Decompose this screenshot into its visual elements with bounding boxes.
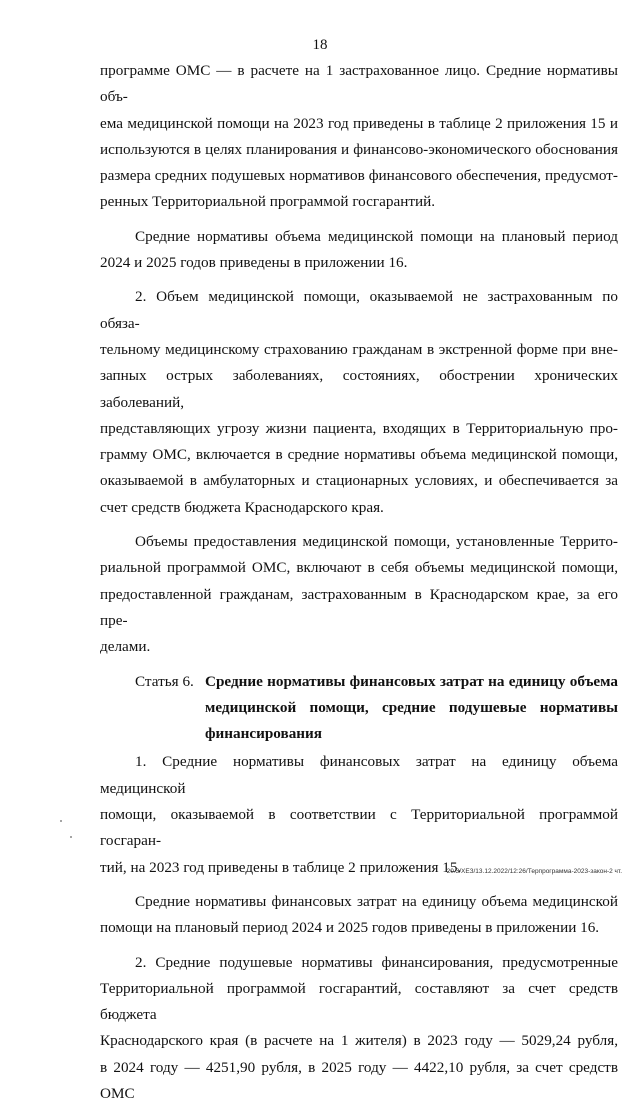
paragraph-1 [100,58,618,216]
paragraph-5 [100,749,618,880]
text-line: тельному медицинскому страхованию гражданам в экстренной форме при вне- [100,337,618,363]
text-line: Краснодарского края (в расчете на 1 жителя) в 2023 году — 5029,24 рубля, [100,1028,618,1054]
text-line: запных острых заболеваниях, состояниях, обострении хронических заболеваний, [100,363,618,416]
text-line: программе ОМС — в расчете на 1 застрахованное лицо. Средние нормативы объ- [100,58,618,111]
text-line: риальной программой ОМС, включают в себя объемы медицинской помощи, [100,555,618,581]
paragraph-3 [100,284,618,521]
footer-stamp: 20.3/ХЕЗ/13.12.2022/12:26/Терпрограмма-2023-закон-2 чт. [447,868,622,875]
paragraph-7 [100,950,618,1107]
text-line: 2. Средние подушевые нормативы финансирования, предусмотренные [100,950,618,976]
scan-speck [70,836,72,838]
text-line: 2. Объем медицинской помощи, оказываемой не застрахованным по обяза- [100,284,618,337]
text-line: Объемы предоставления медицинской помощи, установленные Террито- [100,529,618,555]
text-line: представляющих угрозу жизни пациента, входящих в Территориальную про- [100,416,618,442]
text-line: размера средних подушевых нормативов финансового обеспечения, предусмот- [100,163,618,189]
text-line: делами. [100,634,618,660]
text-line: помощи на плановый период 2024 и 2025 годов приведены в приложении 16. [100,915,618,941]
paragraph-2 [100,224,618,277]
scan-speck [60,820,62,822]
text-line: оказываемой в амбулаторных и стационарных условиях, и обеспечивается за [100,468,618,494]
text-line: помощи, оказываемой в соответствии с Территориальной программой госгаран- [100,802,618,855]
document-body [100,58,618,1107]
article-heading [100,669,618,748]
paragraph-6 [100,889,618,942]
text-line: грамму ОМС, включается в средние нормативы объема медицинской помощи, [100,442,618,468]
text-line: предоставленной гражданам, застрахованным в Краснодарском крае, за его пре- [100,582,618,635]
article-title-line: Средние нормативы финансовых затрат на единицу объема [205,669,618,695]
text-line: в 2024 году — 4251,90 рубля, в 2025 году — 4422,10 рубля, за счет средств ОМС [100,1055,618,1107]
text-line: Территориальной программой госгарантий, составляют за счет средств бюджета [100,976,618,1029]
text-line: 2024 и 2025 годов приведены в приложении 16. [100,250,618,276]
text-line: тий, на 2023 год приведены в таблице 2 приложения 15. [100,855,618,881]
text-line: Средние нормативы финансовых затрат на единицу объема медицинской [100,889,618,915]
text-line: используются в целях планирования и финансово-экономического обоснования [100,137,618,163]
article-label: Статья 6. [100,669,205,748]
article-title [205,669,618,748]
text-line: ема медицинской помощи на 2023 год приведены в таблице 2 приложения 15 и [100,111,618,137]
text-line: 1. Средние нормативы финансовых затрат на единицу объема медицинской [100,749,618,802]
page-number: 18 [0,37,640,54]
text-line: счет средств бюджета Краснодарского края. [100,495,618,521]
article-title-line: финансирования [205,721,618,747]
text-line: ренных Территориальной программой госгарантий. [100,189,618,215]
text-line: Средние нормативы объема медицинской помощи на плановый период [100,224,618,250]
paragraph-4 [100,529,618,660]
article-title-line: медицинской помощи, средние подушевые нормативы [205,695,618,721]
